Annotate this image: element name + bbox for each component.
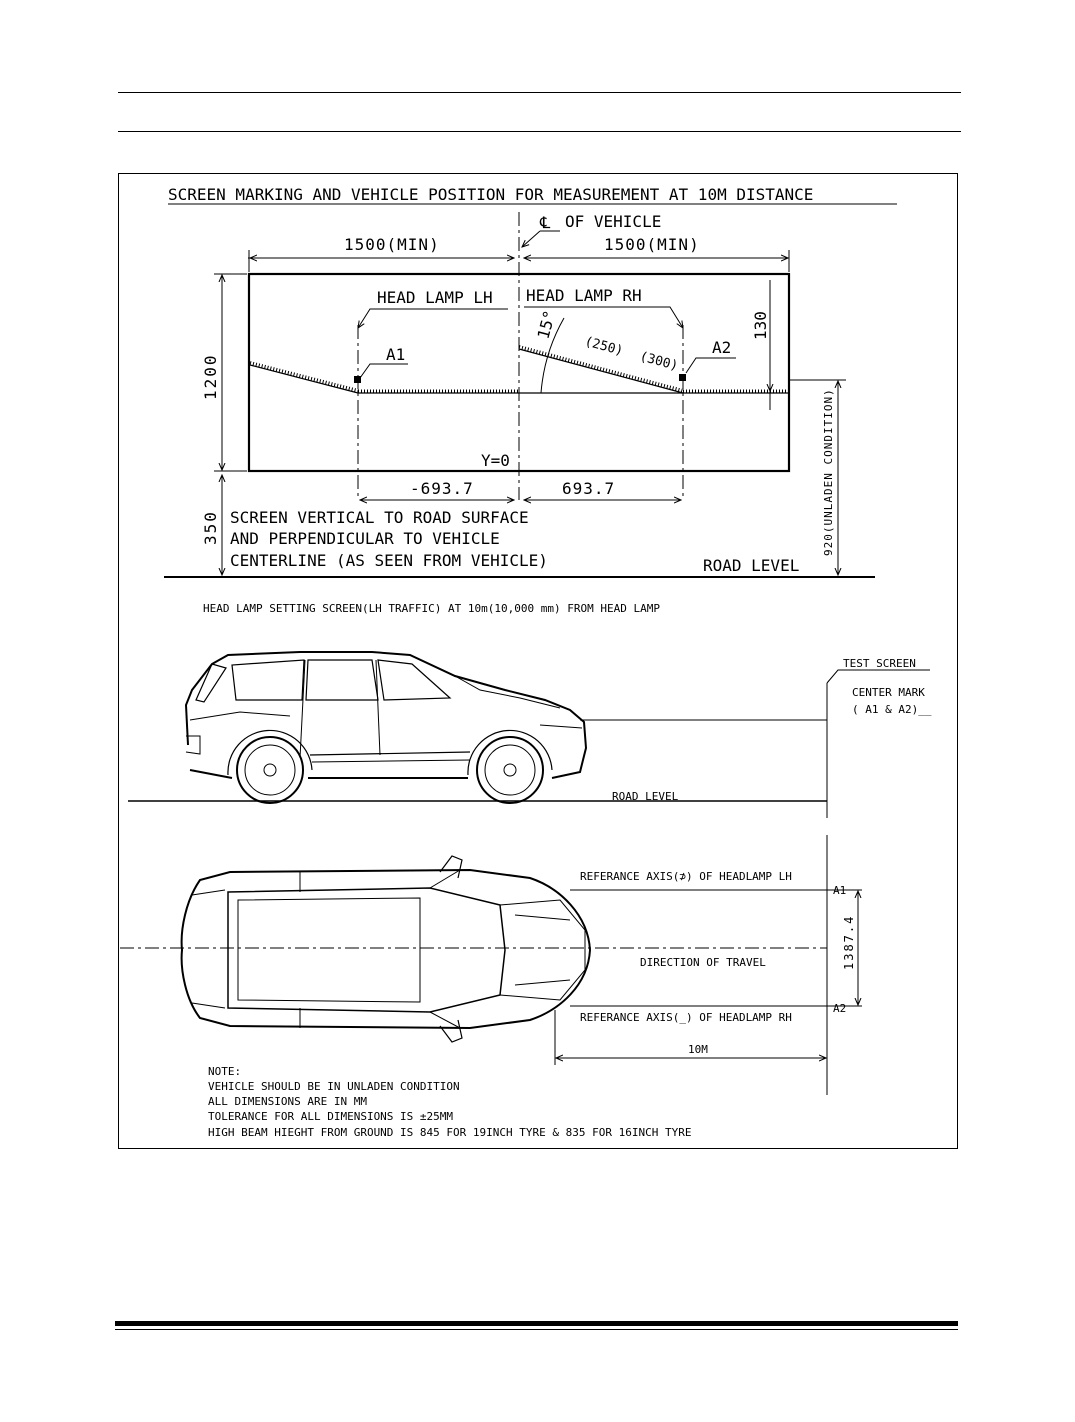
notes-heading: NOTE: [208,1065,242,1078]
note-line-1: VEHICLE SHOULD BE IN UNLADEN CONDITION [208,1080,460,1093]
dim-1200: 1200 [201,353,220,400]
dim-neg-693: -693.7 [410,479,474,498]
y-zero: Y=0 [481,451,510,470]
screen-note-line-1: SCREEN VERTICAL TO ROAD SURFACE [230,508,529,527]
a2-label: A2 [712,338,732,357]
head-lamp-lh-label: HEAD LAMP LH [377,288,493,307]
direction-of-travel: DIRECTION OF TRAVEL [640,956,766,969]
top-a1-label: A1 [833,884,847,897]
center-mark-label-1: CENTER MARK [852,686,925,699]
dim-pos-693: 693.7 [562,479,616,498]
test-screen-label: TEST SCREEN [843,657,916,670]
side-road-level: ROAD LEVEL [612,790,679,803]
head-lamp-rh-label: HEAD LAMP RH [526,286,642,305]
cutoff-line-lh [250,363,519,393]
center-mark-label-2: ( A1 & A2)__ [852,703,932,716]
screen-note-line-2: AND PERPENDICULAR TO VEHICLE [230,529,500,548]
screen-caption: HEAD LAMP SETTING SCREEN(LH TRAFFIC) AT 10m(10,000 mm) FROM HEAD LAMP [203,602,660,615]
dim-300: (300) [637,349,680,374]
dim-10m: 10M [688,1043,708,1056]
head-lamp-lh-leader [358,309,508,328]
a1-leader [360,364,408,378]
dim-1387: 1387.4 [842,914,856,970]
vehicle-side-view [186,652,586,803]
a1-label: A1 [386,345,406,364]
ref-axis-rh-label: REFERANCE AXIS(_) OF HEADLAMP RH [580,1011,792,1024]
note-line-2: ALL DIMENSIONS ARE IN MM [208,1095,367,1108]
dim-1500-right: 1500(MIN) [604,235,700,254]
screen-title: SCREEN MARKING AND VEHICLE POSITION FOR MEASUREMENT AT 10M DISTANCE [168,185,814,204]
dim-350: 350 [201,510,220,545]
a1-mark [354,376,361,383]
top-a2-label: A2 [833,1002,847,1015]
vehicle-top-view [182,856,590,1042]
centerline-symbol: ℄ [540,213,551,232]
ref-axis-lh-label: REFERANCE AXIS(⊅) OF HEADLAMP LH [580,870,792,883]
note-line-3: TOLERANCE FOR ALL DIMENSIONS IS ±25MM [208,1110,454,1123]
note-line-4: HIGH BEAM HIEGHT FROM GROUND IS 845 FOR 19INCH TYRE & 835 FOR 16INCH TYRE [208,1126,692,1139]
test-screen-leader [827,670,930,683]
a2-mark [679,374,686,381]
screen-road-level: ROAD LEVEL [703,556,800,575]
dim-130: 130 [751,311,770,340]
screen-note-line-3: CENTERLINE (AS SEEN FROM VEHICLE) [230,551,548,570]
dim-1500-left: 1500(MIN) [344,235,440,254]
centerline-leader [522,231,540,247]
a2-leader [686,358,736,373]
dim-920: 920(UNLADEN CONDITION) [822,388,835,556]
angle-15: 15° [533,308,560,342]
centerline-label: OF VEHICLE [565,212,662,231]
dim-250: (250) [582,334,625,359]
